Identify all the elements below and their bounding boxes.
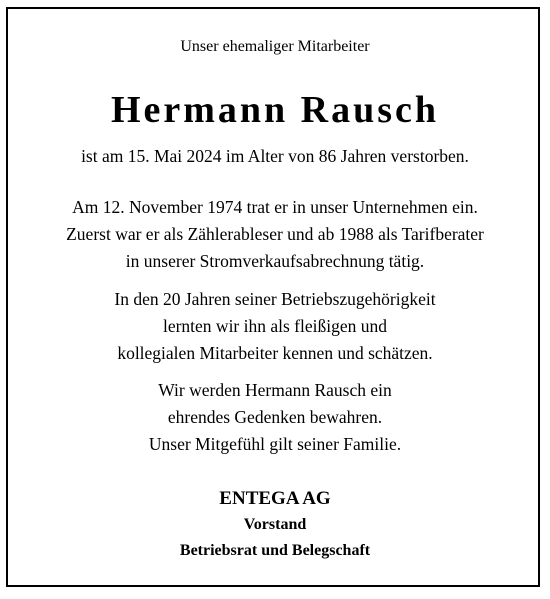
tribute-line: lernten wir ihn als fleißigen und — [162, 316, 388, 336]
career-line: Zuerst war er als Zählerableser und ab 1988 als Tarifberater — [66, 224, 484, 244]
remembrance-line: Unser Mitgefühl gilt seiner Familie. — [148, 434, 402, 454]
staff-signature: Betriebsrat und Belegschaft — [179, 542, 371, 559]
career-line: in unserer Stromverkaufsabrechnung tätig. — [125, 251, 425, 271]
tribute-paragraph — [0, 286, 550, 367]
intro-line: Unser ehemaliger Mitarbeiter — [180, 38, 370, 55]
remembrance-line: Wir werden Hermann Rausch ein — [158, 380, 392, 400]
tribute-line: In den 20 Jahren seiner Betriebszugehörigkeit — [114, 289, 436, 309]
tribute-line: kollegialen Mitarbeiter kennen und schätzen. — [117, 343, 433, 363]
career-paragraph — [0, 194, 550, 275]
death-announcement: ist am 15. Mai 2024 im Alter von 86 Jahren verstorben. — [81, 146, 469, 166]
deceased-name: Hermann Rausch — [110, 89, 440, 131]
remembrance-paragraph — [0, 377, 550, 458]
remembrance-line: ehrendes Gedenken bewahren. — [167, 407, 383, 427]
board-signature: Vorstand — [243, 516, 307, 533]
company-name: ENTEGA AG — [219, 488, 331, 509]
career-line: Am 12. November 1974 trat er in unser Unternehmen ein. — [72, 197, 478, 217]
